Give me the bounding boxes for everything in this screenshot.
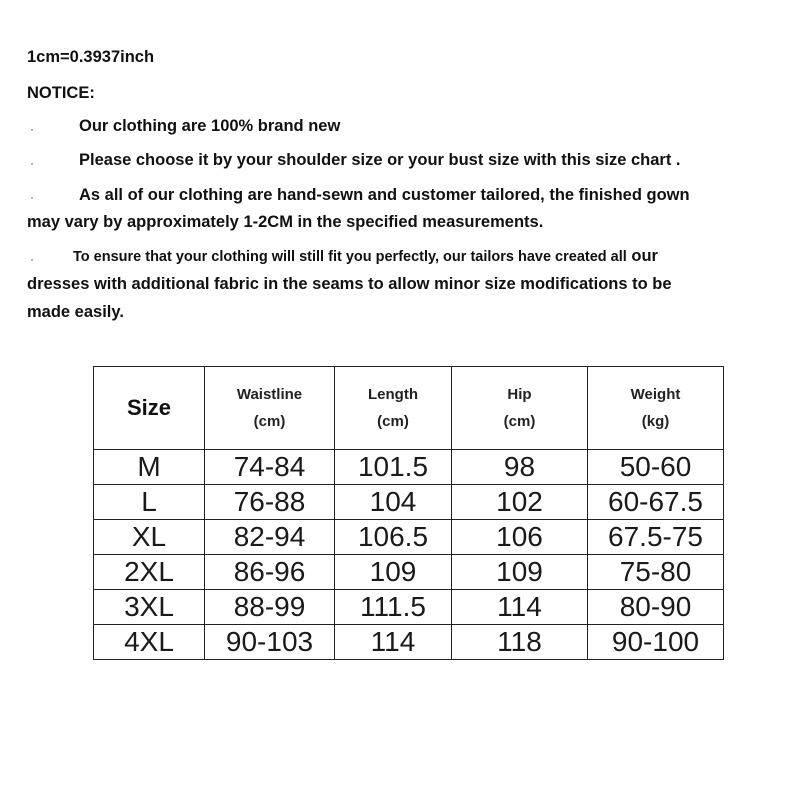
weight-cell: 50-60 [588, 450, 724, 485]
weight-cell: 75-80 [588, 555, 724, 590]
hip-cell: 98 [452, 450, 588, 485]
bullet-2: · [30, 156, 34, 170]
notice-item-3-line-2: may vary by approximately 1-2CM in the specified measurements. [27, 213, 544, 231]
waistline-cell: 74-84 [205, 450, 335, 485]
size-chart-table [93, 366, 724, 660]
weight-cell: 90-100 [588, 625, 724, 660]
length-cell: 104 [335, 485, 452, 520]
table-row [94, 485, 724, 520]
size-header: Size [94, 367, 205, 450]
length-header [335, 367, 452, 450]
size-cell: M [94, 450, 205, 485]
weight-header [588, 367, 724, 450]
length-cell: 106.5 [335, 520, 452, 555]
weight-header-unit: (kg) [641, 413, 670, 430]
notice-item-4-line-3: made easily. [27, 303, 124, 321]
bullet-1: · [30, 122, 34, 136]
length-header-unit: (cm) [377, 413, 409, 430]
length-cell: 101.5 [335, 450, 452, 485]
hip-cell: 102 [452, 485, 588, 520]
table-header-row [94, 367, 724, 450]
notice-item-4-line-1-tail: our [631, 247, 658, 265]
waistline-cell: 86-96 [205, 555, 335, 590]
hip-header [452, 367, 588, 450]
notice-item-4-line-1 [73, 247, 658, 266]
bullet-4: · [30, 252, 34, 266]
waistline-header-label: Waistline [236, 386, 303, 403]
notice-item-3-line-1: As all of our clothing are hand-sewn and customer tailored, the finished gown [79, 186, 690, 204]
waistline-cell: 88-99 [205, 590, 335, 625]
length-header-label: Length [368, 386, 418, 403]
waistline-cell: 82-94 [205, 520, 335, 555]
table-row [94, 450, 724, 485]
table-row [94, 520, 724, 555]
waistline-header [205, 367, 335, 450]
length-cell: 114 [335, 625, 452, 660]
weight-header-label: Weight [630, 386, 681, 403]
size-cell: 4XL [94, 625, 205, 660]
table-row [94, 555, 724, 590]
hip-cell: 106 [452, 520, 588, 555]
notice-item-4-line-2: dresses with additional fabric in the seams to allow minor size modifications to be [27, 275, 672, 293]
size-cell: 2XL [94, 555, 205, 590]
table-row [94, 590, 724, 625]
weight-cell: 60-67.5 [588, 485, 724, 520]
waistline-cell: 76-88 [205, 485, 335, 520]
notice-item-2: Please choose it by your shoulder size or your bust size with this size chart . [79, 151, 681, 169]
hip-cell: 118 [452, 625, 588, 660]
weight-cell: 67.5-75 [588, 520, 724, 555]
hip-cell: 109 [452, 555, 588, 590]
notice-item-1: Our clothing are 100% brand new [79, 117, 341, 135]
hip-header-label: Hip [507, 386, 532, 403]
notice-item-4-line-1-text: To ensure that your clothing will still fit you perfectly, our tailors have created all [73, 249, 627, 265]
size-cell: 3XL [94, 590, 205, 625]
waistline-header-unit: (cm) [253, 413, 286, 430]
table-row [94, 625, 724, 660]
conversion-note: 1cm=0.3937inch [27, 48, 155, 66]
waistline-cell: 90-103 [205, 625, 335, 660]
weight-cell: 80-90 [588, 590, 724, 625]
length-cell: 109 [335, 555, 452, 590]
size-cell: XL [94, 520, 205, 555]
hip-cell: 114 [452, 590, 588, 625]
bullet-3: · [30, 190, 34, 204]
hip-header-unit: (cm) [503, 413, 536, 430]
length-cell: 111.5 [335, 590, 452, 625]
notice-title: NOTICE: [27, 84, 95, 102]
size-cell: L [94, 485, 205, 520]
